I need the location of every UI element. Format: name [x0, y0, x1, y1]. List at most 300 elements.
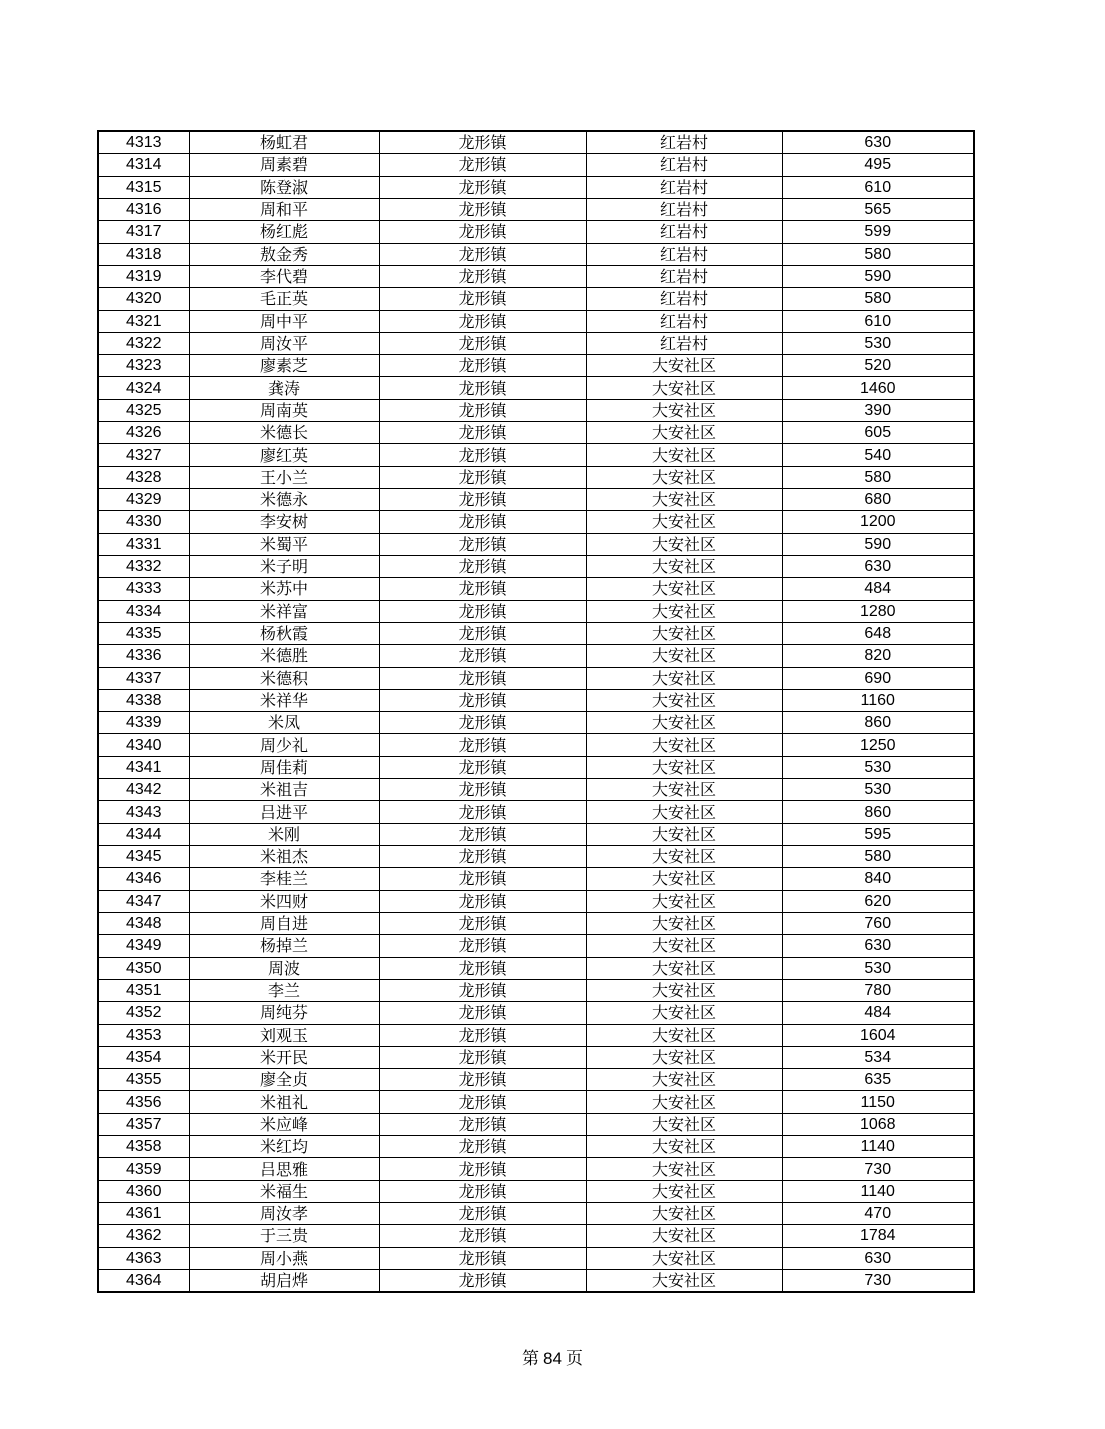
town-cell: 龙形镇 [379, 1091, 586, 1113]
village-cell: 大安社区 [586, 1225, 782, 1247]
person-name-cell: 廖全贞 [189, 1069, 379, 1091]
amount-cell: 630 [782, 1247, 974, 1269]
town-cell: 龙形镇 [379, 288, 586, 310]
town-cell: 龙形镇 [379, 1247, 586, 1269]
village-cell: 大安社区 [586, 1091, 782, 1113]
table-row [98, 1113, 974, 1135]
town-cell: 龙形镇 [379, 779, 586, 801]
village-cell: 红岩村 [586, 176, 782, 198]
village-cell: 大安社区 [586, 622, 782, 644]
village-cell: 红岩村 [586, 131, 782, 154]
village-cell: 红岩村 [586, 198, 782, 220]
person-name-cell: 米福生 [189, 1180, 379, 1202]
town-cell: 龙形镇 [379, 131, 586, 154]
town-cell: 龙形镇 [379, 979, 586, 1001]
page-number: 84 [543, 1349, 562, 1368]
person-name-cell: 周佳莉 [189, 756, 379, 778]
village-cell: 大安社区 [586, 600, 782, 622]
record-id-cell: 4318 [98, 243, 189, 265]
village-cell: 大安社区 [586, 355, 782, 377]
amount-cell: 860 [782, 801, 974, 823]
person-name-cell: 龚涛 [189, 377, 379, 399]
amount-cell: 1160 [782, 689, 974, 711]
village-cell: 红岩村 [586, 221, 782, 243]
person-name-cell: 周素碧 [189, 154, 379, 176]
table-row [98, 935, 974, 957]
person-name-cell: 周波 [189, 957, 379, 979]
record-id-cell: 4316 [98, 198, 189, 220]
table-row [98, 377, 974, 399]
table-row [98, 912, 974, 934]
town-cell: 龙形镇 [379, 1203, 586, 1225]
table-row [98, 489, 974, 511]
village-cell: 大安社区 [586, 689, 782, 711]
village-cell: 大安社区 [586, 734, 782, 756]
town-cell: 龙形镇 [379, 1002, 586, 1024]
person-name-cell: 米德长 [189, 422, 379, 444]
table-row [98, 846, 974, 868]
amount-cell: 580 [782, 288, 974, 310]
person-name-cell: 杨掉兰 [189, 935, 379, 957]
table-row [98, 1269, 974, 1292]
town-cell: 龙形镇 [379, 221, 586, 243]
town-cell: 龙形镇 [379, 466, 586, 488]
table-row [98, 622, 974, 644]
amount-cell: 690 [782, 667, 974, 689]
person-name-cell: 周汝平 [189, 332, 379, 354]
person-name-cell: 米四财 [189, 890, 379, 912]
person-name-cell: 李桂兰 [189, 868, 379, 890]
village-cell: 大安社区 [586, 444, 782, 466]
person-name-cell: 周少礼 [189, 734, 379, 756]
record-id-cell: 4364 [98, 1269, 189, 1292]
table-row [98, 466, 974, 488]
village-cell: 红岩村 [586, 265, 782, 287]
village-cell: 大安社区 [586, 466, 782, 488]
table-row [98, 868, 974, 890]
village-cell: 红岩村 [586, 310, 782, 332]
record-id-cell: 4356 [98, 1091, 189, 1113]
table-row [98, 1203, 974, 1225]
person-name-cell: 米德永 [189, 489, 379, 511]
table-row [98, 243, 974, 265]
person-name-cell: 米苏中 [189, 578, 379, 600]
amount-cell: 1140 [782, 1136, 974, 1158]
town-cell: 龙形镇 [379, 846, 586, 868]
record-id-cell: 4338 [98, 689, 189, 711]
village-cell: 大安社区 [586, 957, 782, 979]
village-cell: 大安社区 [586, 667, 782, 689]
amount-cell: 1250 [782, 734, 974, 756]
village-cell: 大安社区 [586, 1024, 782, 1046]
table-row [98, 265, 974, 287]
town-cell: 龙形镇 [379, 801, 586, 823]
table-row [98, 221, 974, 243]
town-cell: 龙形镇 [379, 444, 586, 466]
record-id-cell: 4325 [98, 399, 189, 421]
village-cell: 大安社区 [586, 645, 782, 667]
town-cell: 龙形镇 [379, 1069, 586, 1091]
amount-cell: 520 [782, 355, 974, 377]
town-cell: 龙形镇 [379, 756, 586, 778]
record-id-cell: 4354 [98, 1046, 189, 1068]
table-row [98, 667, 974, 689]
person-name-cell: 于三贵 [189, 1225, 379, 1247]
amount-cell: 840 [782, 868, 974, 890]
table-row [98, 1024, 974, 1046]
amount-cell: 1150 [782, 1091, 974, 1113]
amount-cell: 590 [782, 533, 974, 555]
village-cell: 大安社区 [586, 1136, 782, 1158]
amount-cell: 530 [782, 332, 974, 354]
town-cell: 龙形镇 [379, 377, 586, 399]
record-id-cell: 4322 [98, 332, 189, 354]
village-cell: 大安社区 [586, 756, 782, 778]
village-cell: 红岩村 [586, 332, 782, 354]
person-name-cell: 杨秋霞 [189, 622, 379, 644]
table-row [98, 533, 974, 555]
amount-cell: 1784 [782, 1225, 974, 1247]
town-cell: 龙形镇 [379, 823, 586, 845]
table-row [98, 1136, 974, 1158]
table-row [98, 1225, 974, 1247]
record-id-cell: 4313 [98, 131, 189, 154]
village-cell: 大安社区 [586, 846, 782, 868]
person-name-cell: 米刚 [189, 823, 379, 845]
person-name-cell: 周南英 [189, 399, 379, 421]
table-row [98, 1002, 974, 1024]
amount-cell: 820 [782, 645, 974, 667]
table-row [98, 979, 974, 1001]
village-cell: 大安社区 [586, 890, 782, 912]
amount-cell: 1460 [782, 377, 974, 399]
person-name-cell: 胡启烨 [189, 1269, 379, 1292]
table-row [98, 578, 974, 600]
town-cell: 龙形镇 [379, 1180, 586, 1202]
table-row [98, 555, 974, 577]
amount-cell: 580 [782, 243, 974, 265]
person-name-cell: 周小燕 [189, 1247, 379, 1269]
person-name-cell: 米蜀平 [189, 533, 379, 555]
amount-cell: 390 [782, 399, 974, 421]
record-id-cell: 4333 [98, 578, 189, 600]
amount-cell: 610 [782, 176, 974, 198]
record-id-cell: 4321 [98, 310, 189, 332]
record-id-cell: 4342 [98, 779, 189, 801]
town-cell: 龙形镇 [379, 667, 586, 689]
record-id-cell: 4347 [98, 890, 189, 912]
amount-cell: 484 [782, 1002, 974, 1024]
record-id-cell: 4329 [98, 489, 189, 511]
village-cell: 红岩村 [586, 288, 782, 310]
town-cell: 龙形镇 [379, 355, 586, 377]
amount-cell: 1068 [782, 1113, 974, 1135]
person-name-cell: 周汝孝 [189, 1203, 379, 1225]
town-cell: 龙形镇 [379, 622, 586, 644]
table-row [98, 422, 974, 444]
record-id-cell: 4349 [98, 935, 189, 957]
table-row [98, 131, 974, 154]
person-name-cell: 米祖礼 [189, 1091, 379, 1113]
village-cell: 大安社区 [586, 1002, 782, 1024]
amount-cell: 540 [782, 444, 974, 466]
table-row [98, 645, 974, 667]
record-id-cell: 4319 [98, 265, 189, 287]
town-cell: 龙形镇 [379, 712, 586, 734]
record-id-cell: 4358 [98, 1136, 189, 1158]
record-id-cell: 4363 [98, 1247, 189, 1269]
table-row [98, 779, 974, 801]
person-name-cell: 周纯芬 [189, 1002, 379, 1024]
record-id-cell: 4360 [98, 1180, 189, 1202]
record-id-cell: 4335 [98, 622, 189, 644]
town-cell: 龙形镇 [379, 890, 586, 912]
town-cell: 龙形镇 [379, 912, 586, 934]
amount-cell: 1604 [782, 1024, 974, 1046]
village-cell: 大安社区 [586, 399, 782, 421]
record-id-cell: 4344 [98, 823, 189, 845]
page-footer-prefix: 第 [522, 1349, 540, 1369]
record-id-cell: 4334 [98, 600, 189, 622]
record-id-cell: 4340 [98, 734, 189, 756]
town-cell: 龙形镇 [379, 689, 586, 711]
record-id-cell: 4348 [98, 912, 189, 934]
person-name-cell: 米应峰 [189, 1113, 379, 1135]
table-row [98, 355, 974, 377]
town-cell: 龙形镇 [379, 511, 586, 533]
amount-cell: 630 [782, 555, 974, 577]
village-cell: 大安社区 [586, 868, 782, 890]
table-row [98, 1247, 974, 1269]
amount-cell: 620 [782, 890, 974, 912]
record-id-cell: 4357 [98, 1113, 189, 1135]
village-cell: 大安社区 [586, 935, 782, 957]
person-name-cell: 米德胜 [189, 645, 379, 667]
village-cell: 红岩村 [586, 243, 782, 265]
amount-cell: 605 [782, 422, 974, 444]
person-name-cell: 王小兰 [189, 466, 379, 488]
record-id-cell: 4328 [98, 466, 189, 488]
page-footer [0, 1344, 1105, 1369]
table-row [98, 1091, 974, 1113]
table-row [98, 1158, 974, 1180]
record-id-cell: 4327 [98, 444, 189, 466]
table-row [98, 712, 974, 734]
record-id-cell: 4330 [98, 511, 189, 533]
person-name-cell: 米祖吉 [189, 779, 379, 801]
person-name-cell: 杨虹君 [189, 131, 379, 154]
table-row [98, 511, 974, 533]
table-row [98, 288, 974, 310]
person-name-cell: 敖金秀 [189, 243, 379, 265]
record-id-cell: 4345 [98, 846, 189, 868]
town-cell: 龙形镇 [379, 868, 586, 890]
village-cell: 大安社区 [586, 1046, 782, 1068]
village-cell: 大安社区 [586, 511, 782, 533]
town-cell: 龙形镇 [379, 1113, 586, 1135]
town-cell: 龙形镇 [379, 578, 586, 600]
amount-cell: 635 [782, 1069, 974, 1091]
table-row [98, 444, 974, 466]
town-cell: 龙形镇 [379, 1024, 586, 1046]
village-cell: 大安社区 [586, 1203, 782, 1225]
person-name-cell: 米开民 [189, 1046, 379, 1068]
town-cell: 龙形镇 [379, 935, 586, 957]
village-cell: 大安社区 [586, 979, 782, 1001]
village-cell: 大安社区 [586, 489, 782, 511]
person-name-cell: 周和平 [189, 198, 379, 220]
amount-cell: 470 [782, 1203, 974, 1225]
person-name-cell: 李安树 [189, 511, 379, 533]
town-cell: 龙形镇 [379, 265, 586, 287]
person-name-cell: 陈登淑 [189, 176, 379, 198]
town-cell: 龙形镇 [379, 154, 586, 176]
town-cell: 龙形镇 [379, 422, 586, 444]
table-row [98, 823, 974, 845]
amount-cell: 534 [782, 1046, 974, 1068]
village-cell: 大安社区 [586, 1069, 782, 1091]
town-cell: 龙形镇 [379, 176, 586, 198]
amount-cell: 648 [782, 622, 974, 644]
record-id-cell: 4352 [98, 1002, 189, 1024]
village-cell: 大安社区 [586, 578, 782, 600]
town-cell: 龙形镇 [379, 399, 586, 421]
village-cell: 大安社区 [586, 823, 782, 845]
village-cell: 大安社区 [586, 1158, 782, 1180]
amount-cell: 565 [782, 198, 974, 220]
person-name-cell: 李代碧 [189, 265, 379, 287]
person-name-cell: 米红均 [189, 1136, 379, 1158]
person-name-cell: 杨红彪 [189, 221, 379, 243]
village-cell: 大安社区 [586, 1247, 782, 1269]
village-cell: 大安社区 [586, 555, 782, 577]
record-id-cell: 4359 [98, 1158, 189, 1180]
village-cell: 大安社区 [586, 533, 782, 555]
record-id-cell: 4332 [98, 555, 189, 577]
record-id-cell: 4323 [98, 355, 189, 377]
amount-cell: 630 [782, 935, 974, 957]
town-cell: 龙形镇 [379, 600, 586, 622]
page-footer-suffix: 页 [565, 1349, 583, 1369]
amount-cell: 484 [782, 578, 974, 600]
records-table-body [98, 131, 974, 1292]
person-name-cell: 李兰 [189, 979, 379, 1001]
amount-cell: 495 [782, 154, 974, 176]
person-name-cell: 吕思雅 [189, 1158, 379, 1180]
person-name-cell: 刘观玉 [189, 1024, 379, 1046]
person-name-cell: 米祥富 [189, 600, 379, 622]
town-cell: 龙形镇 [379, 555, 586, 577]
record-id-cell: 4324 [98, 377, 189, 399]
village-cell: 大安社区 [586, 712, 782, 734]
town-cell: 龙形镇 [379, 1225, 586, 1247]
record-id-cell: 4315 [98, 176, 189, 198]
amount-cell: 580 [782, 466, 974, 488]
record-id-cell: 4320 [98, 288, 189, 310]
table-row [98, 399, 974, 421]
town-cell: 龙形镇 [379, 645, 586, 667]
record-id-cell: 4350 [98, 957, 189, 979]
amount-cell: 780 [782, 979, 974, 1001]
table-row [98, 1180, 974, 1202]
amount-cell: 530 [782, 779, 974, 801]
amount-cell: 680 [782, 489, 974, 511]
table-row [98, 176, 974, 198]
town-cell: 龙形镇 [379, 957, 586, 979]
record-id-cell: 4362 [98, 1225, 189, 1247]
village-cell: 大安社区 [586, 1269, 782, 1292]
town-cell: 龙形镇 [379, 533, 586, 555]
record-id-cell: 4343 [98, 801, 189, 823]
village-cell: 大安社区 [586, 779, 782, 801]
amount-cell: 730 [782, 1269, 974, 1292]
town-cell: 龙形镇 [379, 332, 586, 354]
town-cell: 龙形镇 [379, 489, 586, 511]
record-id-cell: 4326 [98, 422, 189, 444]
amount-cell: 590 [782, 265, 974, 287]
town-cell: 龙形镇 [379, 1136, 586, 1158]
village-cell: 大安社区 [586, 422, 782, 444]
town-cell: 龙形镇 [379, 1046, 586, 1068]
village-cell: 大安社区 [586, 801, 782, 823]
table-row [98, 957, 974, 979]
village-cell: 大安社区 [586, 377, 782, 399]
person-name-cell: 周中平 [189, 310, 379, 332]
person-name-cell: 廖素芝 [189, 355, 379, 377]
amount-cell: 610 [782, 310, 974, 332]
amount-cell: 730 [782, 1158, 974, 1180]
amount-cell: 1200 [782, 511, 974, 533]
amount-cell: 630 [782, 131, 974, 154]
town-cell: 龙形镇 [379, 198, 586, 220]
amount-cell: 530 [782, 756, 974, 778]
record-id-cell: 4339 [98, 712, 189, 734]
amount-cell: 595 [782, 823, 974, 845]
person-name-cell: 米子明 [189, 555, 379, 577]
record-id-cell: 4355 [98, 1069, 189, 1091]
table-row [98, 689, 974, 711]
person-name-cell: 周自进 [189, 912, 379, 934]
town-cell: 龙形镇 [379, 310, 586, 332]
person-name-cell: 米祖杰 [189, 846, 379, 868]
record-id-cell: 4353 [98, 1024, 189, 1046]
table-row [98, 198, 974, 220]
town-cell: 龙形镇 [379, 1158, 586, 1180]
table-row [98, 154, 974, 176]
record-id-cell: 4317 [98, 221, 189, 243]
amount-cell: 1280 [782, 600, 974, 622]
village-cell: 大安社区 [586, 1180, 782, 1202]
amount-cell: 860 [782, 712, 974, 734]
person-name-cell: 米凤 [189, 712, 379, 734]
record-id-cell: 4341 [98, 756, 189, 778]
town-cell: 龙形镇 [379, 734, 586, 756]
amount-cell: 599 [782, 221, 974, 243]
village-cell: 大安社区 [586, 912, 782, 934]
record-id-cell: 4351 [98, 979, 189, 1001]
record-id-cell: 4346 [98, 868, 189, 890]
table-row [98, 310, 974, 332]
amount-cell: 1140 [782, 1180, 974, 1202]
record-id-cell: 4337 [98, 667, 189, 689]
person-name-cell: 米祥华 [189, 689, 379, 711]
record-id-cell: 4361 [98, 1203, 189, 1225]
table-row [98, 600, 974, 622]
table-row [98, 756, 974, 778]
person-name-cell: 毛正英 [189, 288, 379, 310]
person-name-cell: 吕进平 [189, 801, 379, 823]
record-id-cell: 4314 [98, 154, 189, 176]
